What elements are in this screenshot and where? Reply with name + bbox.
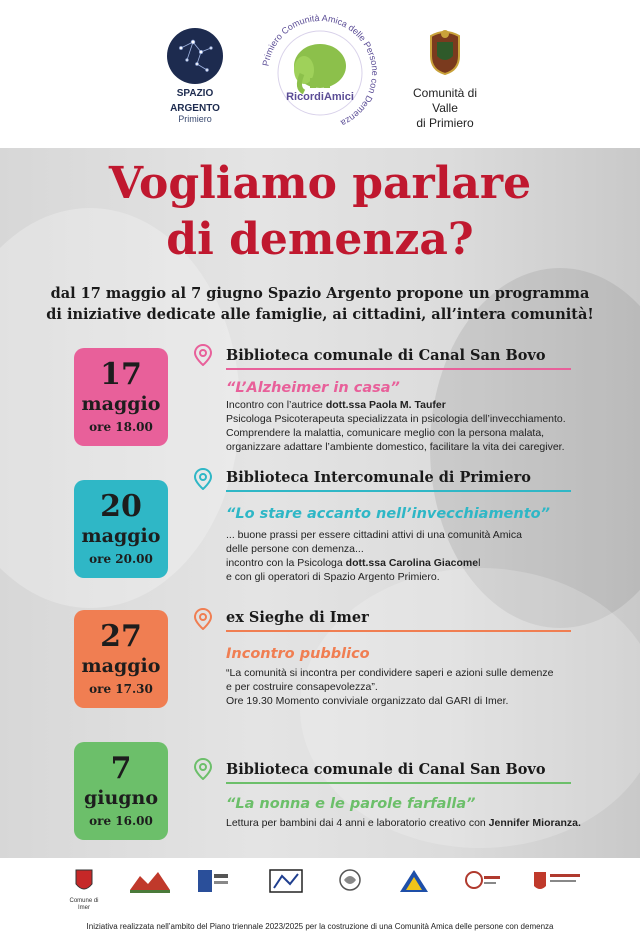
desc-text: Psicologa Psicoterapeuta specializzata in psicologia dell’invecchiamento. xyxy=(226,413,566,425)
event-description xyxy=(226,666,611,708)
desc-bold: Jennifer Mioranza. xyxy=(488,817,581,829)
description-line xyxy=(226,680,611,694)
date-day: 7 xyxy=(110,751,132,786)
description-line xyxy=(226,398,611,412)
event-description xyxy=(226,398,611,454)
event-venue: Biblioteca comunale di Canal San Bovo xyxy=(226,760,571,784)
desc-bold: dott.ssa Carolina Giacome xyxy=(345,557,479,569)
desc-text: Comprendere la malattia, comunicare meglio con la persona malata, xyxy=(226,427,545,439)
poster-header xyxy=(0,0,640,148)
description-line xyxy=(226,528,611,542)
page-subtitle xyxy=(20,283,620,325)
sponsor-logo-2 xyxy=(128,868,172,904)
page-title xyxy=(0,156,640,268)
date-month: maggio xyxy=(81,525,161,547)
desc-text: delle persone con demenza... xyxy=(226,543,364,555)
description-line xyxy=(226,426,611,440)
event-description xyxy=(226,528,611,584)
location-pin-icon xyxy=(194,758,212,780)
sponsor-logo-5 xyxy=(334,868,366,904)
ricordi-ring-text: Primiero Comunità Amica delle Persone con Demenza xyxy=(260,12,380,129)
event-venue: ex Sieghe di Imer xyxy=(226,608,571,632)
date-time: ore 17.30 xyxy=(89,682,153,696)
desc-text: e per costruire consapevolezza”. xyxy=(226,681,378,693)
desc-text: organizzare adattare l’ambiente domestico, facilitare la vita dei caregiver. xyxy=(226,441,565,453)
spazio-line1: SPAZIO xyxy=(176,88,214,99)
description-line xyxy=(226,570,611,584)
description-line xyxy=(226,556,611,570)
date-time: ore 20.00 xyxy=(89,552,153,566)
event-title: Incontro pubblico xyxy=(226,646,370,662)
description-line xyxy=(226,694,611,708)
desc-text: ... buone prassi per essere cittadini attivi di una comunità Amica xyxy=(226,529,522,541)
event-venue: Biblioteca Intercomunale di Primiero xyxy=(226,468,571,492)
ricordi-name: RicordiAmici xyxy=(286,91,354,103)
date-time: ore 16.00 xyxy=(89,814,153,828)
ricordi-amici-logo xyxy=(260,8,380,138)
location-pin-icon xyxy=(194,608,212,630)
date-month: maggio xyxy=(81,655,161,677)
desc-text: incontro con la Psicologa xyxy=(226,557,346,569)
title-line1: Vogliamo parlare xyxy=(108,158,532,209)
location-pin-icon xyxy=(194,344,212,366)
title-line2: di demenza? xyxy=(166,214,474,265)
description-line xyxy=(226,412,611,426)
sponsor-logo-6 xyxy=(398,868,430,904)
subtitle-line2: di iniziative dedicate alle famiglie, ai cittadini, all’intera comunità! xyxy=(46,306,594,323)
date-badge xyxy=(74,742,168,840)
description-line xyxy=(226,542,611,556)
event-venue: Biblioteca comunale di Canal San Bovo xyxy=(226,346,571,370)
date-time: ore 18.00 xyxy=(89,420,153,434)
date-month: maggio xyxy=(81,393,161,415)
subtitle-line1: dal 17 maggio al 7 giugno Spazio Argento propone un programma xyxy=(50,285,590,302)
comunita-line1: Comunità di Valle xyxy=(412,86,478,115)
sponsor-logo-7 xyxy=(462,868,502,904)
location-pin-icon xyxy=(194,468,212,490)
date-day: 20 xyxy=(100,489,142,524)
event-title: “La nonna e le parole farfalla” xyxy=(226,796,476,812)
desc-text: Incontro con l’autrice xyxy=(226,399,326,411)
desc-tail: l xyxy=(478,557,481,569)
desc-text: e con gli operatori di Spazio Argento Primiero. xyxy=(226,571,440,583)
sponsor-logo-3 xyxy=(196,868,230,904)
date-month: giugno xyxy=(83,787,159,809)
coat-of-arms-icon xyxy=(425,26,465,76)
comunita-valle-logo xyxy=(400,26,490,131)
desc-bold: dott.ssa Paola M. Taufer xyxy=(325,399,446,411)
spazio-line2: ARGENTO xyxy=(170,103,220,114)
date-badge xyxy=(74,610,168,708)
sponsor-imer xyxy=(68,868,100,911)
sponsor-imer-label: Comune di Imer xyxy=(69,898,99,911)
description-line xyxy=(226,666,611,680)
spazio-line3: Primiero xyxy=(178,114,212,124)
event-title: “Lo stare accanto nell’invecchiamento” xyxy=(226,506,550,522)
desc-text: “La comunità si incontra per condividere saperi e azioni sulle demenze xyxy=(226,667,554,679)
date-day: 17 xyxy=(100,357,142,392)
poster-footer xyxy=(0,858,640,940)
description-line xyxy=(226,440,611,454)
constellation-icon xyxy=(167,28,223,84)
event-description xyxy=(226,816,611,830)
date-badge xyxy=(74,480,168,578)
event-title: “L’Alzheimer in casa” xyxy=(226,380,400,396)
footer-note: Iniziativa realizzata nell’ambito del Piano triennale 2023/2025 per la costruzione di una Comunità Amica delle persone con demenza xyxy=(86,922,554,931)
sponsor-logo-8 xyxy=(532,868,582,904)
description-line xyxy=(226,816,611,830)
sponsor-logo-4 xyxy=(268,868,304,904)
date-badge xyxy=(74,348,168,446)
desc-text: Ore 19.30 Momento conviviale organizzato dal GARI di Imer. xyxy=(226,695,509,707)
desc-text: Lettura per bambini dai 4 anni e laboratorio creativo con xyxy=(226,817,489,829)
date-day: 27 xyxy=(100,619,142,654)
comunita-line2: di Primiero xyxy=(416,116,474,130)
spazio-argento-logo xyxy=(160,28,230,125)
